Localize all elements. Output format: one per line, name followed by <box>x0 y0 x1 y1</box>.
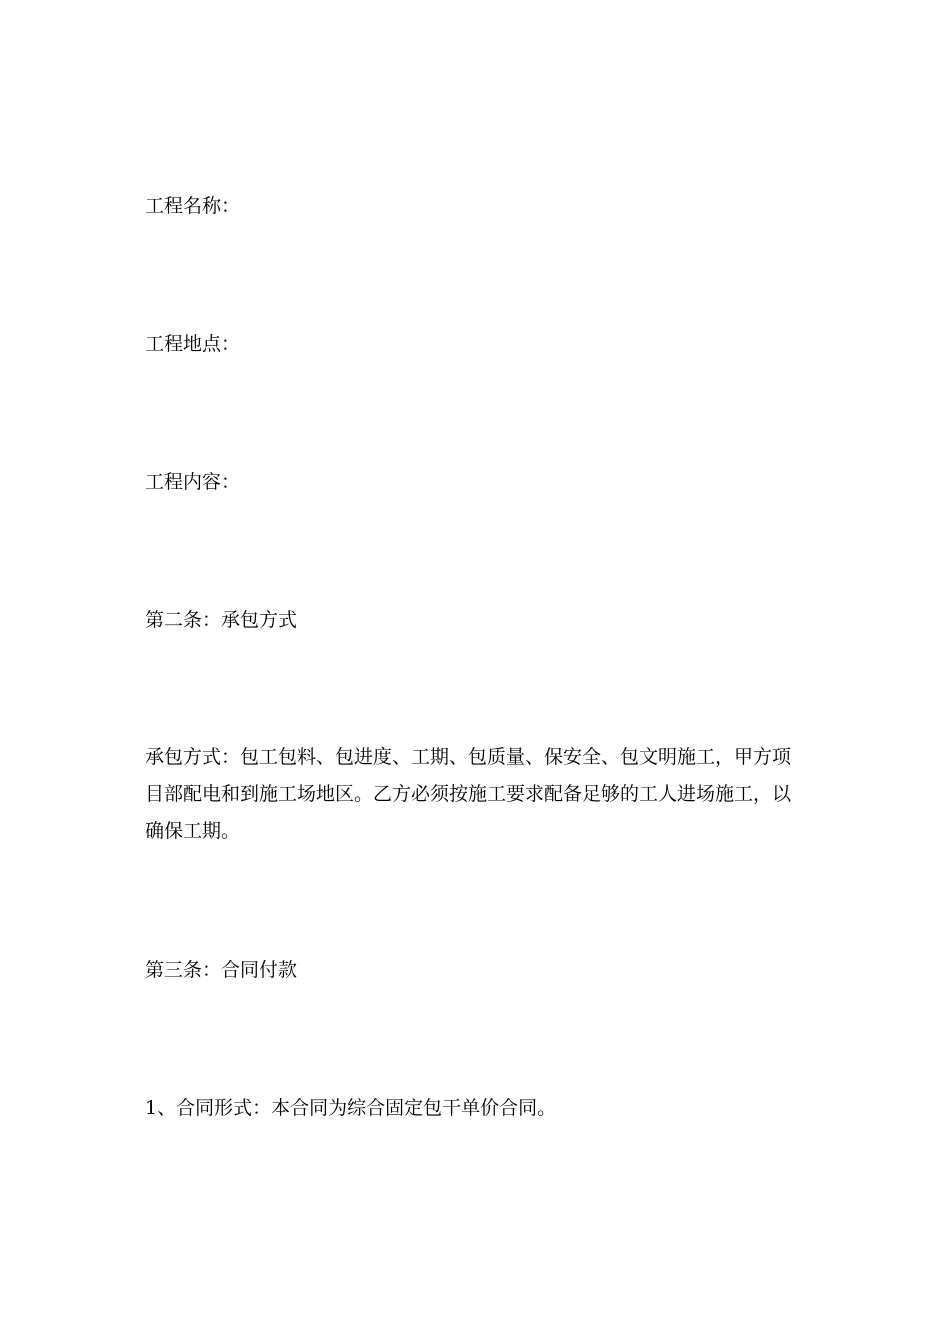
project-name-label: 工程名称： <box>145 195 241 217</box>
article-3-heading: 第三条：合同付款 <box>145 959 298 981</box>
article-2-body-line: 确保工期。 <box>145 820 241 842</box>
project-content-label: 工程内容： <box>145 471 241 493</box>
article-2-body <box>145 739 805 850</box>
clause-1: 1、合同形式：本合同为综合固定包干单价合同。 <box>145 1097 557 1119</box>
article-2-body-line: 承包方式：包工包料、包进度、工期、包质量、保安全、包文明施工，甲方项 <box>145 746 792 768</box>
article-2-body-line: 目部配电和到施工场地区。乙方必须按施工要求配备足够的工人进场施工，以 <box>145 783 792 805</box>
project-location-label: 工程地点： <box>145 333 241 355</box>
article-2-heading: 第二条：承包方式 <box>145 609 298 631</box>
